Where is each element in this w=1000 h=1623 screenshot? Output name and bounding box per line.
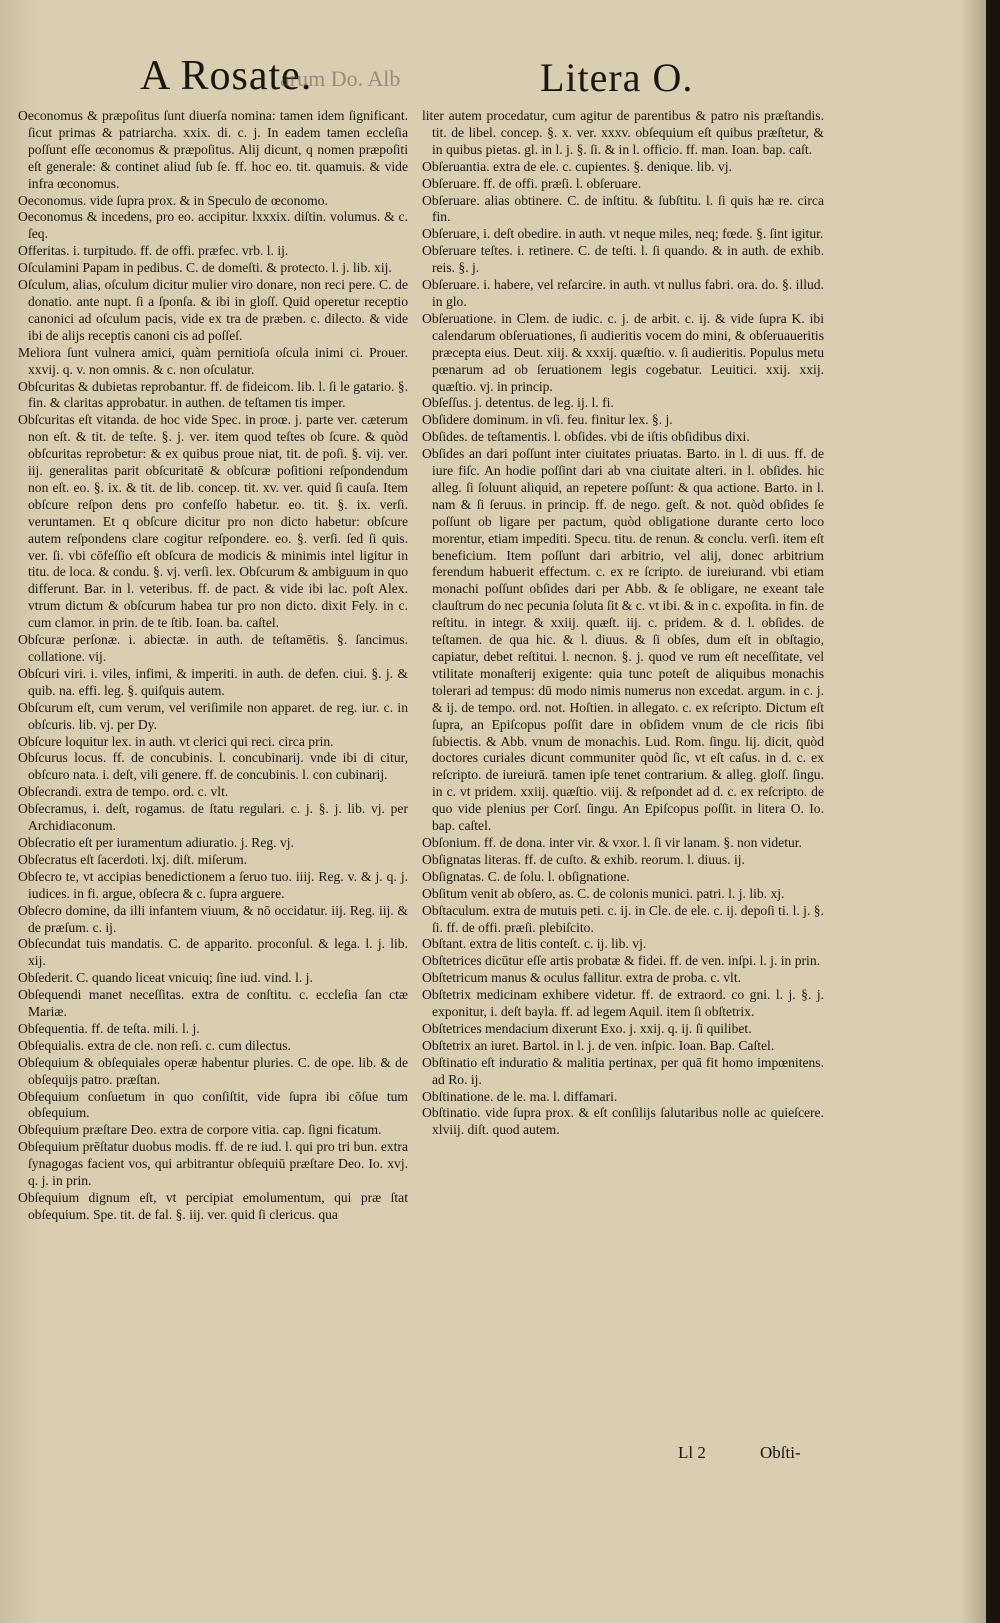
- dictionary-entry: Offeritas. i. turpitudo. ff. de offi. præfec. vrb. l. ij.: [18, 243, 289, 259]
- dictionary-entry: Obſcuræ perſonæ. i. abiectæ. in auth. de teſtamētis. §. ſancimus. collatione. vij.: [18, 632, 408, 664]
- dictionary-entry: Obſeruare teſtes. i. retinere. C. de teſti. l. ſi quando. & in auth. de exhib. reis. §. j.: [422, 243, 824, 276]
- dictionary-entry: Oeconomus. vide ſupra prox. & in Speculo de œconomo.: [18, 192, 328, 208]
- dictionary-entry: Obſcure loquitur lex. in auth. vt clerici qui reci. circa prin.: [18, 733, 334, 749]
- left-column: [18, 108, 408, 1224]
- dictionary-entry: Obſeruatione. in Clem. de iudic. c. j. de arbit. c. ij. & vide ſupra K. ibi calendarum obſeruationes, ſi audieritis vocem do mini, & obſeruaueritis præcepta eius. Deut. xiij. & xxxij. quæſtio. v. ſi audieritis. Populus metu pœnarum ad ob ſeruationem legis cogebatur. Leuitici. xxij. xxij. quæſtio. vj. in princip.: [422, 310, 824, 394]
- signature-mark: Ll 2: [678, 1443, 706, 1462]
- dictionary-entry: Obſcurum eſt, cum verum, vel veriſimile non apparet. de reg. iur. c. in obſcuris. lib. vj. per Dy.: [18, 699, 408, 732]
- running-head-right: Litera O.: [540, 55, 694, 100]
- dictionary-entry: Obſeruare, i. deſt obedire. in auth. vt neque miles, neq; fœde. §. ſint igitur.: [422, 226, 824, 242]
- dictionary-entry: Obſequialis. extra de cle. non reſi. c. cum dilectus.: [18, 1037, 291, 1053]
- dictionary-entry: Obſtetrices mendacium dixerunt Exo. j. xxij. q. ij. ſi quilibet.: [422, 1020, 752, 1036]
- dictionary-entry: Oeconomus & incedens, pro eo. accipitur. lxxxix. diſtin. volumus. & c. ſeq.: [18, 209, 408, 242]
- catchword: Obſti-: [760, 1443, 801, 1462]
- dictionary-entry: Obſequium conſuetum in quo conſiſtit, vide ſupra ibi cōſue tum obſequium.: [18, 1088, 408, 1121]
- binding-shadow: [986, 0, 1000, 1623]
- dictionary-entry: Obſequium præſtare Deo. extra de corpore vitia. cap. ſigni ficatum.: [18, 1122, 382, 1138]
- dictionary-entry: Oſculamini Papam in pedibus. C. de domeſti. & protecto. l. j. lib. xij.: [18, 260, 392, 276]
- dictionary-entry: Obſignatas literas. ff. de cuſto. & exhib. reorum. l. diuus. ij.: [422, 851, 745, 867]
- dictionary-entry: Obſtinatio eſt induratio & malitia pertinax, per quā fit homo impœnitens. ad Ro. ij.: [422, 1054, 824, 1087]
- dictionary-entry: Obſtetrices dicūtur eſſe artis probatæ & fidei. ff. de ven. inſpi. l. j. in prin.: [422, 953, 821, 969]
- dictionary-entry: Obſederit. C. quando liceat vnicuiq; ſine iud. vind. l. j.: [18, 970, 313, 986]
- dictionary-entry: Obſcuri viri. i. viles, infimi, & imperiti. in auth. de defen. ciui. §. j. & quib. na. effi. leg. §. quiſquis autem.: [18, 665, 408, 698]
- dictionary-entry: Obſecro domine, da illi infantem viuum, & nō occidatur. iij. Reg. iij. & de præſum. c. ij.: [18, 902, 408, 935]
- dictionary-entry: Obſtinatio. vide ſupra prox. & eſt conſilijs ſalutaribus nolle ac quieſcere. xlviij. diſt. quod autem.: [422, 1105, 824, 1138]
- dictionary-entry: Obſtinatione. de le. ma. l. diffamari.: [422, 1088, 618, 1104]
- dictionary-entry: liter autem procedatur, cum agitur de parentibus & patro nis præſtandis. tit. de libel. concep. §. x. ver. xxxv. obſequium eſt quibus præſtetur, & in quibus pietas. gl. in l. j. §. ſi. & in l. officio. ff. man. Ioan. bap. caſt.: [422, 108, 824, 157]
- dictionary-entry: Obſeruare. ff. de offi. præſi. l. obſeruare.: [422, 175, 642, 191]
- dictionary-entry: Obſecratio eſt per iuramentum adiuratio. j. Reg. vj.: [18, 834, 294, 850]
- dictionary-entry: Obſignatas. C. de ſolu. l. obſignatione.: [422, 868, 630, 884]
- dictionary-entry: Obſtant. extra de litis conteſt. c. ij. lib. vj.: [422, 936, 647, 952]
- dictionary-entry: Obſtetrix medicinam exhibere videtur. ff. de extraord. co gni. l. j. §. j. exponitur, i. deſt bayla. ff. ad legem Aquil. item ſi obſtetrix.: [422, 987, 824, 1020]
- dictionary-entry: Obſequentia. ff. de teſta. mili. l. j.: [18, 1020, 200, 1036]
- dictionary-entry: Obſtetrix an iuret. Bartol. in l. j. de ven. inſpic. Ioan. Bap. Caſtel.: [422, 1037, 775, 1053]
- dictionary-entry: Obſequendi manet neceſſitas. extra de conſtitu. c. eccleſia ſan ctæ Mariæ.: [18, 987, 408, 1020]
- dictionary-entry: Obſecro te, vt accipias benedictionem a ſeruo tuo. iiij. Reg. v. & j. q. j. iudices. in fi. argue, obſecra & c. ſupra arguere.: [18, 868, 408, 901]
- dictionary-entry: Obſcuritas & dubietas reprobantur. ff. de fideicom. lib. l. ſi le gatario. §. fin. & claritas approbatur. in authen. de teſtamen tis imper.: [18, 378, 408, 411]
- dictionary-entry: Obſitum venit ab obſero, as. C. de colonis munici. patri. l. j. lib. xj.: [422, 885, 785, 901]
- dictionary-entry: Oeconomus & præpoſitus ſunt diuerſa nomina: tamen idem ſignificant. ſicut primas & patriarcha. xxix. di. c. j. In eadem tamen eccleſia poſſunt eſſe œconomus & præpoſitus. Alij dicunt, q nomen præpoſiti eſt generale: & continet aliud ſub ſe. ff. hoc eo. tit. quamuis. & vide infra œconomus.: [18, 108, 408, 191]
- dictionary-entry: Obſequium & obſequiales operæ habentur pluries. C. de ope. lib. & de obſequijs patro. præſtan.: [18, 1054, 408, 1087]
- dictionary-entry: Obſeruare. alias obtinere. C. de inſtitu. & ſubſtitu. l. ſi quis hæ re. circa fin.: [422, 192, 824, 225]
- dictionary-entry: Obſecratus eſt ſacerdoti. lxj. diſt. miſerum.: [18, 851, 248, 867]
- running-head-left: A Rosate.: [140, 53, 313, 99]
- dictionary-entry: Obſidere dominum. in vſi. feu. finitur lex. §. j.: [422, 412, 673, 428]
- dictionary-entry: Obſeruare. i. habere, vel reſarcire. in auth. vt nullus fabri. ora. do. §. illud. in glo.: [422, 277, 824, 309]
- dictionary-entry: Obſides an dari poſſunt inter ciuitates priuatas. Barto. in l. di uus. ff. de iure fiſc. An hodie poſſint dari ab vna ciuitate alteri. in l. obſides. hic alleg. ſi ſoluunt aliquid, an repetere poſſunt: & qua actione. Barto. in l. nam & ſi ſeruus. in princip. ff. de nego. geſt. & not. quòd obſides ſe poſſunt ob ligare per pactum, quòd obligatione durante certo loco morentur, etiam impediti. Specu. titu. de renun. & conclu. verſi. item eſt beneficium. Item poſſunt dari arbitrio, vel alij, donec arbitrium ferendum habuerit effectum. c. ex re ſcripto. de iureiurand. vbi etiam monachi poſſunt obſides dari per Abb. & ſe obligare, ne exeant tale clauſtrum do nec pecunia ſoluta ſit & c. vt ibi. & in c. expoſita. in fin. de reſtitu. in integr. & xxiij. quæſt. iij. c. pridem. & d. l. obſides. de teſtamen. de qua hic. & l. diuus. & ſi obſes, dum eſt in obſtagio, capiatur, debet reſtitui. l. necnon. §. j. quod ve rum eſt neceſſitate, vel vtilitate monaſterij exigente: quia tunc poteſt de aliquibus monachis tolerari ad tempus: dū modo nimis numerus non excedat. argum. in c. j. & ij. de tempo. ord. not. Hoſtien. in allegato. c. ex reſcripto. Dictum eſt ſupra, an Epiſcopus poſſit dare in obſidem vnum de cle ricis ſibi ſubiectis. & Abb. vnum de monachis. Lud. Rom. ſingu. lij. dicit, quòd doctores curiales dicunt communiter quòd ſic, vt eſt caſus. in d. c. ex reſcripto. de iureiurā. tamen ipſe tenet contrarium. & alleg. gloſſ. ſingu. in c. vt pridem. xxiij. quæſtio. viij. & reſpondet ad d. c. ex reſcripto. de quo vide plenius per Corſ. ſingu. An Epiſcopus poſſit. in litera O. Io. bap. caſtel.: [422, 446, 824, 834]
- dictionary-entry: Obſcuritas eſt vitanda. de hoc vide Spec. in proœ. j. parte ver. cæterum non eſt. & tit. de teſte. §. j. ver. item quod teſtes ob ſcure. & quòd obſcuritas reprobetur: & ex quibus proue niat, tit. de poſi. §. vij. ver. iij. generalitas parit obſcuritatē & obſcuræ poſitioni reſpondendum non eſt. eo. §. ix. & tit. de lib. concep. tit. xv. ver. quid ſi cauſa. Item obſcure reſpon dens pro confeſſo habetur. eo. tit. §. ix. verſi. veruntamen. Et q obſcure dicitur pro non dicto habetur: obſcure autem reſpondens clare cogitur reſpondere. eo. §. verſi. ſed ſi quis. ver. ſi. vbi cōfeſſio eſt obſcura de modicis & minimis intel ligitur in titu. de loca. & condu. §. vj. verſi. lex. Obſcurum & ambiguum in quo differunt. Bar. in l. veteribus. ff. de pact. & vide ibi lac. poſt Alex. vtrum dictum & obſcurum habea tur pro non dicto. dixit Fely. in c. cum clamor. in prin. de te ſtib. Ioan. ba. caſtel.: [18, 412, 408, 631]
- dictionary-entry: Obſides. de teſtamentis. l. obſides. vbi de iſtis obſidibus dixi.: [422, 429, 750, 445]
- dictionary-entry: Oſculum, alias, oſculum dicitur mulier viro donare, non reci pere. C. de donatio. ante nupt. ſi a ſponſa. & ibi in gloſſ. Quid operetur receptio canonici ad oſculum pacis, vide ex tra de præben. c. dilecto. & vide ibi de alijs receptis canoni cis ad poſſeſ.: [18, 277, 408, 343]
- dictionary-entry: Obſecrandi. extra de tempo. ord. c. vlt.: [18, 784, 229, 800]
- dictionary-entry: Obſequium dignum eſt, vt percipiat emolumentum, qui præ ſtat obſequium. Spe. tit. de fal. §. iij. ver. quid ſi clericus. qua: [18, 1190, 408, 1222]
- dictionary-entry: Meliora ſunt vulnera amici, quàm pernitioſa oſcula inimi ci. Prouer. xxvij. q. v. non omnis. & c. non oſculatur.: [18, 344, 408, 377]
- dictionary-entry: Obſonium. ff. de dona. inter vir. & vxor. l. ſi vir lanam. §. non videtur.: [422, 834, 802, 850]
- dictionary-entry: Obſeruantia. extra de ele. c. cupientes. §. denique. lib. vj.: [422, 158, 732, 174]
- dictionary-entry: Obſecundat tuis mandatis. C. de apparito. proconſul. & lega. l. j. lib. xij.: [18, 936, 408, 969]
- dictionary-entry: Obſtetricum manus & oculus fallitur. extra de proba. c. vlt.: [422, 970, 741, 986]
- dictionary-entry: Obſtaculum. extra de mutuis peti. c. ij. in Cle. de ele. c. ij. depoſi ti. l. j. §. ſi. ff. de offi. præſi. plebiſcito.: [422, 902, 824, 935]
- dictionary-entry: Obſcurus locus. ff. de concubinis. l. concubinarij. vnde ibi di citur, obſcuro nata. i. deſt, vili genere. ff. de concubinis. l. con cubinarij.: [18, 750, 408, 783]
- dictionary-entry: Obſequium prēſtatur duobus modis. ff. de re iud. l. qui pro tri bun. extra ſynagogas facient vos, qui arbitrantur obſequiū præſtare Deo. Io. xvj. q. j. in prin.: [18, 1139, 408, 1189]
- right-column: [422, 108, 824, 1139]
- dictionary-entry: Obſecramus, i. deſt, rogamus. de ſtatu regulari. c. j. §. j. lib. vj. per Archidiaconum.: [18, 801, 408, 834]
- library-stamp: arum Do. Alb: [280, 66, 401, 91]
- dictionary-entry: Obſeſſus. j. detentus. de leg. ij. l. fi.: [422, 395, 614, 411]
